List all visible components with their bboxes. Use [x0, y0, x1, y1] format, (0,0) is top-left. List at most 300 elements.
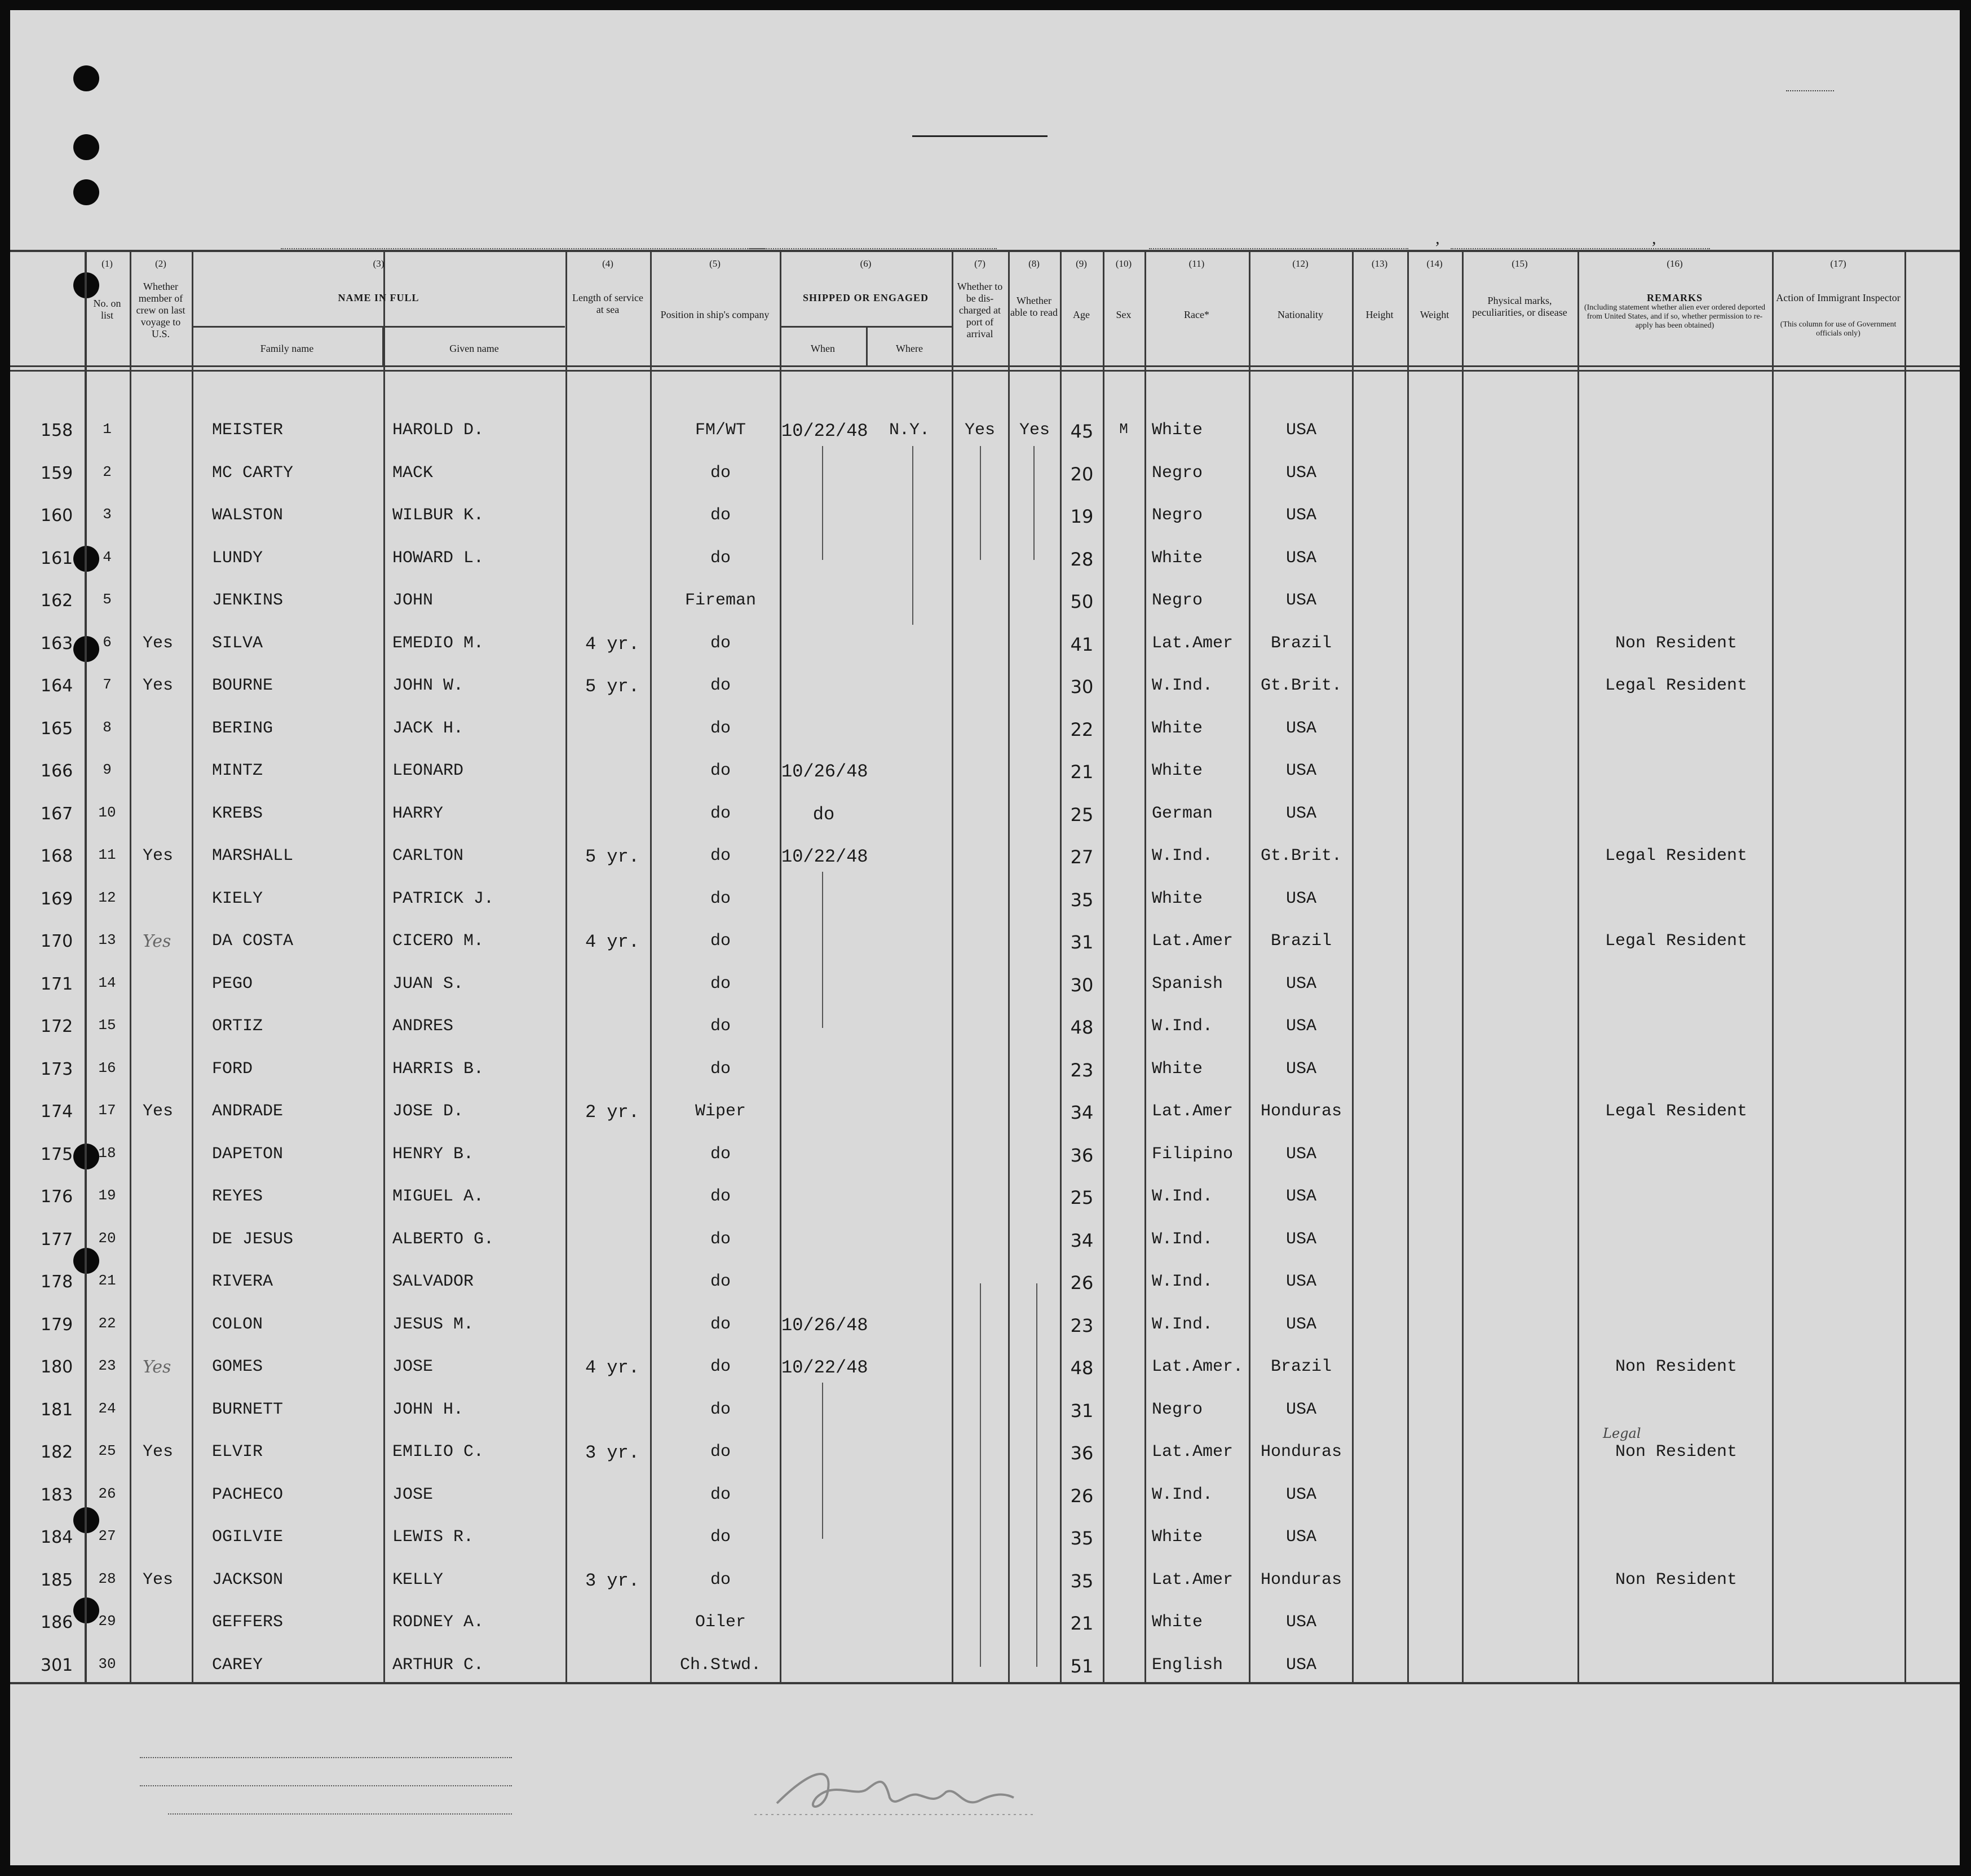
- position: do: [710, 633, 731, 653]
- column-number-c11: (11): [1188, 258, 1205, 269]
- family-name: PEGO: [212, 974, 253, 994]
- shipped-when: do: [812, 804, 835, 825]
- column-rule: [1577, 250, 1579, 1682]
- shipped-when: 10/22/48: [781, 846, 868, 867]
- family-name: DAPETON: [212, 1144, 284, 1164]
- shipped-when: 10/26/48: [781, 1314, 868, 1336]
- column-subheader-inspector: (This column for use of Government officials only): [1780, 320, 1897, 338]
- position: Fireman: [684, 591, 757, 610]
- race: English: [1152, 1655, 1223, 1675]
- given-name: SALVADOR: [392, 1272, 474, 1291]
- given-name: HENRY B.: [392, 1144, 474, 1164]
- nationality: USA: [1285, 463, 1316, 483]
- length-of-service: 5 yr.: [585, 846, 640, 867]
- row-number: 12: [98, 889, 116, 906]
- sex: M: [1119, 421, 1128, 438]
- position: do: [710, 761, 731, 780]
- last-voyage: Yes: [143, 932, 171, 951]
- margin-number: 176: [41, 1187, 73, 1207]
- margin-number: 186: [41, 1613, 73, 1632]
- race: W.Ind.: [1152, 676, 1213, 695]
- given-name: HARRY: [392, 804, 444, 823]
- margin-number: 182: [41, 1442, 73, 1462]
- column-number-c6: (6): [860, 258, 872, 269]
- length-of-service: 2 yr.: [585, 1102, 640, 1123]
- column-rule: [1904, 250, 1906, 1682]
- given-name: JOSE D.: [392, 1102, 464, 1121]
- age: 21: [1070, 761, 1094, 783]
- last-voyage: Yes: [143, 1102, 174, 1121]
- nationality: USA: [1285, 548, 1316, 568]
- given-name: JOHN: [392, 591, 434, 610]
- column-number-c7: (7): [974, 258, 986, 269]
- able-to-read: Yes: [1019, 421, 1050, 440]
- column-header-c5: Position in ship's company: [660, 309, 770, 320]
- nationality: USA: [1285, 718, 1316, 738]
- family-name: KREBS: [212, 804, 263, 823]
- column-header-c9: Age: [1073, 309, 1090, 320]
- position: do: [710, 1059, 731, 1079]
- nationality: USA: [1285, 974, 1316, 994]
- remarks: Legal Resident: [1605, 676, 1748, 695]
- family-name: GEFFERS: [212, 1613, 284, 1632]
- position: do: [710, 1528, 731, 1547]
- family-name: RIVERA: [212, 1272, 273, 1291]
- race: White: [1152, 761, 1203, 780]
- column-header-c7: Whether to be dis-charged at port of arrival: [957, 281, 1003, 339]
- race: Negro: [1152, 463, 1203, 483]
- voyage-line: , ,: [213, 224, 1769, 258]
- remarks: Non Resident: [1615, 1442, 1738, 1462]
- age: 27: [1070, 846, 1094, 868]
- position: do: [710, 1442, 731, 1462]
- margin-number: 160: [41, 506, 73, 526]
- age: 48: [1070, 1017, 1094, 1038]
- age: 23: [1070, 1314, 1094, 1336]
- column-rule: [650, 250, 652, 1682]
- margin-number: 162: [41, 591, 73, 611]
- age: 26: [1070, 1485, 1094, 1507]
- shipped-when: 10/26/48: [781, 761, 868, 782]
- nationality: USA: [1285, 804, 1316, 823]
- margin-number: 180: [41, 1357, 73, 1377]
- nationality: Honduras: [1260, 1442, 1342, 1462]
- column-rule: [952, 250, 953, 1682]
- given-name: CARLTON: [392, 846, 464, 866]
- position: do: [710, 932, 731, 951]
- given-name: ALBERTO G.: [392, 1229, 494, 1249]
- length-of-service: 4 yr.: [585, 932, 640, 952]
- last-voyage: Yes: [143, 1357, 171, 1377]
- column-number-c14: (14): [1426, 258, 1443, 269]
- age: 34: [1070, 1229, 1094, 1251]
- column-header-c2: Whether member of crew on last voyage to U.S.: [136, 281, 185, 339]
- length-of-service: 5 yr.: [585, 676, 640, 697]
- position: Ch.Stwd.: [679, 1655, 762, 1675]
- race: W.Ind.: [1152, 1485, 1213, 1504]
- margin-number: 183: [41, 1485, 73, 1505]
- column-number-c15: (15): [1512, 258, 1528, 269]
- age: 50: [1070, 591, 1094, 612]
- footer: [10, 1724, 1960, 1860]
- row-number: 21: [98, 1272, 116, 1289]
- sheet-label-dots: [1786, 90, 1834, 91]
- race: Lat.Amer: [1152, 1102, 1234, 1121]
- given-name: HOWARD L.: [392, 548, 484, 568]
- nationality: USA: [1285, 1144, 1316, 1164]
- last-voyage: Yes: [143, 1570, 174, 1590]
- row-number: 30: [98, 1655, 116, 1672]
- ditto-mark: [822, 446, 823, 560]
- age: 48: [1070, 1357, 1094, 1379]
- age: 23: [1070, 1059, 1094, 1081]
- margin-number: 161: [41, 548, 73, 568]
- column-rule: [565, 250, 567, 1682]
- column-number-c17: (17): [1830, 258, 1846, 269]
- margin-number: 163: [41, 633, 73, 654]
- family-name: COLON: [212, 1314, 263, 1334]
- manifest-sheet: [10, 10, 1960, 1865]
- last-voyage: Yes: [143, 1442, 174, 1462]
- remarks: Legal Resident: [1605, 846, 1748, 866]
- given-name: JOSE: [392, 1357, 434, 1376]
- nationality: USA: [1285, 506, 1316, 525]
- column-number-c3: (3): [373, 258, 385, 269]
- ditto-mark: [822, 872, 823, 1028]
- column-rule: [130, 250, 131, 1682]
- age: 51: [1070, 1655, 1094, 1677]
- remarks: Non Resident: [1615, 633, 1738, 653]
- punch-hole: [73, 134, 99, 160]
- row-number: 26: [98, 1485, 116, 1502]
- discharged: Yes: [964, 421, 995, 440]
- inspector-signature: [743, 1758, 1059, 1826]
- age: 19: [1070, 506, 1094, 527]
- ditto-mark: [912, 446, 913, 625]
- margin-number: 185: [41, 1570, 73, 1590]
- column-rule: [1407, 250, 1409, 1682]
- age: 35: [1070, 1570, 1094, 1592]
- race: White: [1152, 548, 1203, 568]
- given-name: LEONARD: [392, 761, 464, 780]
- column-number-c1: (1): [101, 258, 113, 269]
- position: do: [710, 1229, 731, 1249]
- position: do: [710, 1144, 731, 1164]
- age: 22: [1070, 718, 1094, 740]
- row-number: 22: [98, 1314, 116, 1332]
- age: 31: [1070, 932, 1094, 953]
- age: 30: [1070, 676, 1094, 698]
- length-of-service: 4 yr.: [585, 633, 640, 655]
- row-number: 5: [103, 591, 112, 608]
- race: W.Ind.: [1152, 1187, 1213, 1206]
- race: White: [1152, 718, 1203, 738]
- position: do: [710, 974, 731, 994]
- length-of-service: 3 yr.: [585, 1570, 640, 1591]
- position: do: [710, 889, 731, 908]
- row-number: 2: [103, 463, 112, 480]
- age: 34: [1070, 1102, 1094, 1123]
- nationality: USA: [1285, 889, 1316, 908]
- race: W.Ind.: [1152, 1017, 1213, 1036]
- age: 36: [1070, 1442, 1094, 1464]
- age: 30: [1070, 974, 1094, 996]
- column-rule: [1144, 250, 1146, 1682]
- given-name: JESUS M.: [392, 1314, 474, 1334]
- race: Filipino: [1152, 1144, 1234, 1164]
- race: W.Ind.: [1152, 1272, 1213, 1291]
- column-header-c16: REMARKS: [1646, 292, 1703, 303]
- family-name: MARSHALL: [212, 846, 294, 866]
- given-name: JOHN W.: [392, 676, 464, 695]
- column-header-c12: Nationality: [1278, 309, 1323, 320]
- age: 26: [1070, 1272, 1094, 1294]
- family-name: ELVIR: [212, 1442, 263, 1462]
- age: 25: [1070, 1187, 1094, 1208]
- nationality: Gt.Brit.: [1260, 676, 1342, 695]
- row-number: 1: [103, 421, 112, 438]
- family-name: DA COSTA: [212, 932, 294, 951]
- position: do: [710, 718, 731, 738]
- margin-number: 301: [41, 1655, 73, 1675]
- family-name: DE JESUS: [212, 1229, 294, 1249]
- row-number: 18: [98, 1144, 116, 1162]
- family-name: BOURNE: [212, 676, 273, 695]
- given-name: JOSE: [392, 1485, 434, 1504]
- margin-number: 170: [41, 932, 73, 951]
- race: Spanish: [1152, 974, 1223, 994]
- margin-number: 172: [41, 1017, 73, 1036]
- position: do: [710, 1570, 731, 1590]
- position: do: [710, 1017, 731, 1036]
- race: W.Ind.: [1152, 846, 1213, 866]
- column-number-c10: (10): [1115, 258, 1132, 269]
- row-number: 16: [98, 1059, 116, 1076]
- ditto-mark: [1033, 446, 1035, 560]
- position: do: [710, 804, 731, 823]
- given-name: EMEDIO M.: [392, 633, 484, 653]
- given-name: ARTHUR C.: [392, 1655, 484, 1675]
- margin-number: 175: [41, 1144, 73, 1164]
- family-name: ANDRADE: [212, 1102, 284, 1121]
- column-subheader-remarks: (Including statement whether alien ever ordered deported from United States, and if so, whether permission to re-apply has been obtained): [1584, 303, 1766, 330]
- position: do: [710, 1400, 731, 1419]
- position: do: [710, 1187, 731, 1206]
- row-number: 29: [98, 1613, 116, 1630]
- position: do: [710, 1357, 731, 1376]
- position: do: [710, 1272, 731, 1291]
- given-name: LEWIS R.: [392, 1528, 474, 1547]
- margin-number: 184: [41, 1528, 73, 1547]
- family-name: PACHECO: [212, 1485, 284, 1504]
- column-number-c8: (8): [1028, 258, 1040, 269]
- last-voyage: Yes: [143, 633, 174, 653]
- position: Wiper: [695, 1102, 746, 1121]
- column-number-c13: (13): [1371, 258, 1388, 269]
- margin-number: 171: [41, 974, 73, 994]
- column-header-family-name: Family name: [260, 343, 314, 354]
- given-name: MACK: [392, 463, 434, 483]
- nationality: Gt.Brit.: [1260, 846, 1342, 866]
- margin-number: 164: [41, 676, 73, 696]
- shipped-where: N.Y.: [889, 421, 930, 440]
- given-name: KELLY: [392, 1570, 444, 1590]
- age: 45: [1070, 421, 1094, 442]
- given-name: JACK H.: [392, 718, 464, 738]
- family-name: REYES: [212, 1187, 263, 1206]
- column-header-c1: No. on list: [93, 298, 121, 321]
- row-number: 10: [98, 804, 116, 821]
- race: Negro: [1152, 591, 1203, 610]
- age: 28: [1070, 548, 1094, 570]
- column-header-c11: Race*: [1184, 309, 1209, 320]
- race: White: [1152, 421, 1203, 440]
- nationality: USA: [1285, 421, 1316, 440]
- race: White: [1152, 1059, 1203, 1079]
- margin-number: 174: [41, 1102, 73, 1122]
- column-header-c10: Sex: [1116, 309, 1132, 320]
- position: do: [710, 676, 731, 695]
- column-header-c4: Length of service at sea: [572, 292, 643, 315]
- column-header-c17: Action of Immigrant Inspector: [1776, 292, 1901, 303]
- nationality: Honduras: [1260, 1570, 1342, 1590]
- race: Lat.Amer: [1152, 1570, 1234, 1590]
- given-name: JUAN S.: [392, 974, 464, 994]
- row-number: 3: [103, 506, 112, 523]
- row-number: 28: [98, 1570, 116, 1587]
- table-bottom-rule: [10, 1682, 1960, 1684]
- nationality: USA: [1285, 1400, 1316, 1419]
- row-number: 23: [98, 1357, 116, 1374]
- position: do: [710, 506, 731, 525]
- family-name: BERING: [212, 718, 273, 738]
- row-number: 9: [103, 761, 112, 778]
- column-header-c6: SHIPPED OR ENGAGED: [802, 292, 929, 303]
- last-voyage: Yes: [143, 846, 174, 866]
- row-number: 27: [98, 1528, 116, 1544]
- given-name: RODNEY A.: [392, 1613, 484, 1632]
- nationality: USA: [1285, 1613, 1316, 1632]
- table-top-rule: [10, 250, 1960, 252]
- nationality: USA: [1285, 1485, 1316, 1504]
- length-of-service: 3 yr.: [585, 1442, 640, 1463]
- shipped-when: 10/22/48: [781, 1357, 868, 1378]
- punch-hole: [73, 65, 99, 91]
- column-number-c2: (2): [155, 258, 166, 269]
- race: W.Ind.: [1152, 1229, 1213, 1249]
- age: 35: [1070, 1528, 1094, 1549]
- race: Negro: [1152, 1400, 1203, 1419]
- remarks: Non Resident: [1615, 1357, 1738, 1376]
- column-header-c13: Height: [1365, 309, 1394, 320]
- row-number: 17: [98, 1102, 116, 1119]
- remarks: Legal Resident: [1605, 1102, 1748, 1121]
- margin-number: 159: [41, 463, 73, 483]
- nationality: USA: [1285, 1229, 1316, 1249]
- family-name: CAREY: [212, 1655, 263, 1675]
- family-name: JACKSON: [212, 1570, 284, 1590]
- given-name: CICERO M.: [392, 932, 484, 951]
- length-of-service: 4 yr.: [585, 1357, 640, 1378]
- nationality: USA: [1285, 1272, 1316, 1291]
- nationality: USA: [1285, 1187, 1316, 1206]
- column-header-where: Where: [896, 343, 923, 354]
- margin-number: 181: [41, 1400, 73, 1420]
- margin-number: 169: [41, 889, 73, 909]
- ditto-mark: [822, 1383, 823, 1539]
- column-number-c5: (5): [709, 258, 721, 269]
- row-number: 7: [103, 676, 112, 693]
- margin-number: 179: [41, 1314, 73, 1335]
- row-number: 25: [98, 1442, 116, 1459]
- given-name: WILBUR K.: [392, 506, 484, 525]
- age: 25: [1070, 804, 1094, 826]
- title-underline: [912, 135, 1048, 137]
- nationality: USA: [1285, 1655, 1316, 1675]
- position: Oiler: [695, 1613, 746, 1632]
- column-rule: [383, 250, 385, 1682]
- race: Lat.Amer.: [1152, 1357, 1244, 1376]
- age: 36: [1070, 1144, 1094, 1166]
- nationality: USA: [1285, 761, 1316, 780]
- punch-hole: [73, 179, 99, 205]
- column-header-given-name: Given name: [449, 343, 499, 354]
- family-name: WALSTON: [212, 506, 284, 525]
- family-name: MINTZ: [212, 761, 263, 780]
- age: 41: [1070, 633, 1094, 655]
- margin-number: 165: [41, 718, 73, 739]
- race: German: [1152, 804, 1213, 823]
- race: White: [1152, 889, 1203, 908]
- row-number: 15: [98, 1017, 116, 1034]
- position: do: [710, 548, 731, 568]
- nationality: USA: [1285, 1528, 1316, 1547]
- race: Lat.Amer: [1152, 1442, 1234, 1462]
- nationality: USA: [1285, 1059, 1316, 1079]
- name-subheader-rule: [192, 326, 565, 328]
- remarks: Non Resident: [1615, 1570, 1738, 1590]
- family-name: LUNDY: [212, 548, 263, 568]
- row-number: 19: [98, 1187, 116, 1204]
- nationality: Brazil: [1270, 1357, 1332, 1376]
- header-bottom-rule: [10, 370, 1960, 372]
- column-number-c9: (9): [1076, 258, 1087, 269]
- column-rule: [1462, 250, 1464, 1682]
- age: 31: [1070, 1400, 1094, 1422]
- header-bottom-rule: [10, 365, 1960, 367]
- given-name: EMILIO C.: [392, 1442, 484, 1462]
- row-number: 11: [98, 846, 116, 863]
- row-number: 4: [103, 548, 112, 566]
- column-header-c3: NAME IN FULL: [338, 292, 419, 303]
- row-number: 8: [103, 718, 112, 736]
- nationality: USA: [1285, 1314, 1316, 1334]
- family-name: JENKINS: [212, 591, 284, 610]
- row-number: 13: [98, 932, 116, 948]
- column-rule: [1352, 250, 1354, 1682]
- nationality: USA: [1285, 591, 1316, 610]
- race: Negro: [1152, 506, 1203, 525]
- nationality: Brazil: [1270, 932, 1332, 951]
- shipped-when: 10/22/48: [781, 421, 868, 442]
- position: do: [710, 846, 731, 866]
- row-number: 24: [98, 1400, 116, 1417]
- column-number-c12: (12): [1292, 258, 1309, 269]
- race: Lat.Amer: [1152, 633, 1234, 653]
- position: do: [710, 1314, 731, 1334]
- family-name: MC CARTY: [212, 463, 294, 483]
- column-number-c4: (4): [602, 258, 613, 269]
